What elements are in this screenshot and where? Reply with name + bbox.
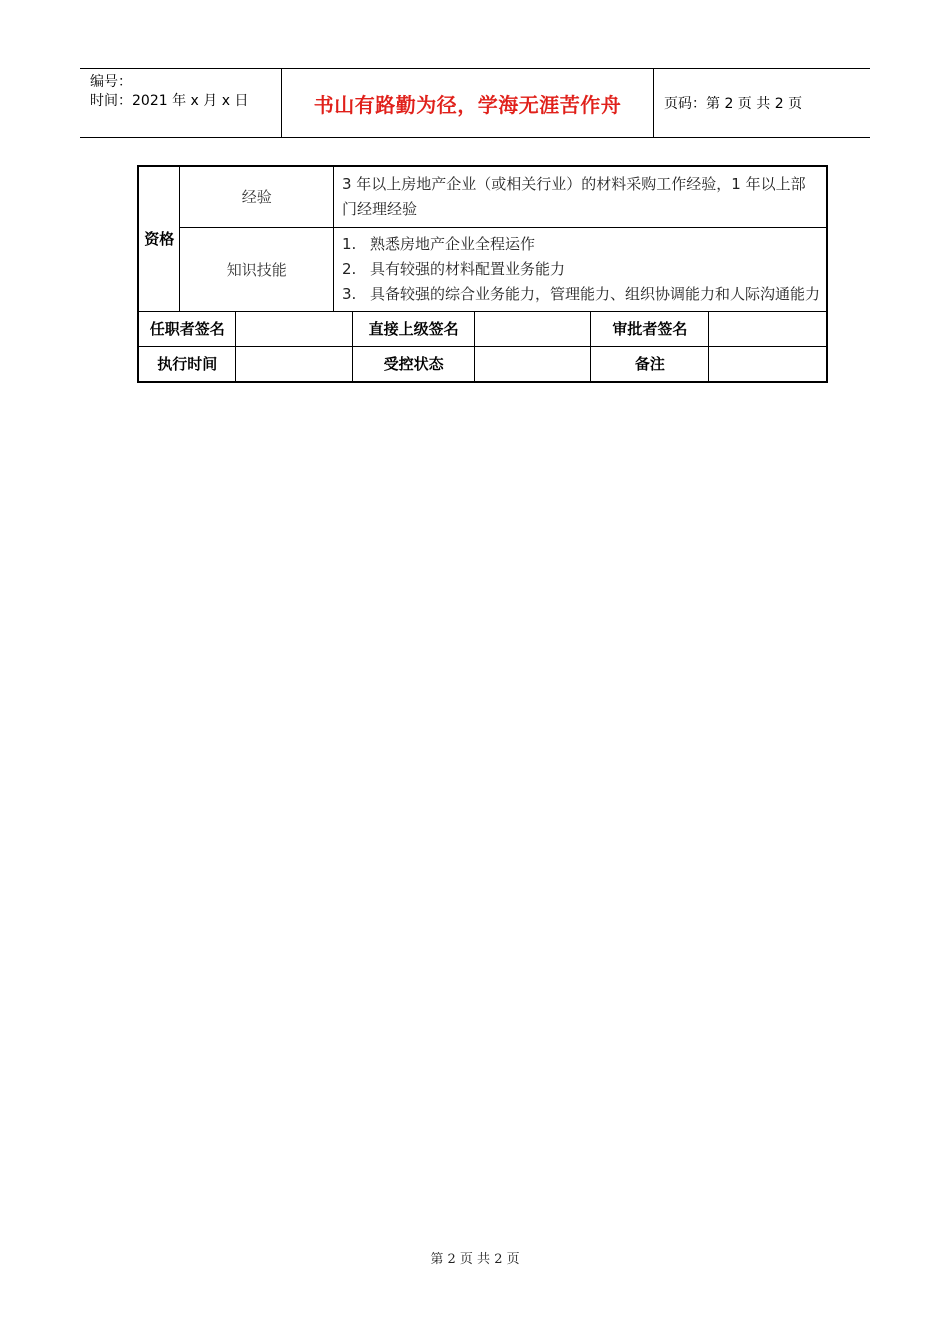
skills-list [342,232,820,307]
incumbent-signature-field[interactable] [236,311,353,346]
list-item [342,282,820,307]
header-motto: 书山有路勤为径，学海无涯苦作舟 [281,69,654,137]
list-item-text: 具备较强的综合业务能力，管理能力、组织协调能力和人际沟通能力 [369,284,820,303]
control-status-label: 受控状态 [353,346,475,382]
list-item-text: 熟悉房地产企业全程运作 [369,234,535,253]
remarks-field[interactable] [709,346,827,382]
remarks-label: 备注 [591,346,709,382]
qualification-table [137,165,828,383]
list-item [342,257,820,282]
execution-time-label: 执行时间 [138,346,236,382]
list-item-number: 3. [341,284,357,303]
table-row [138,227,827,311]
incumbent-signature-label: 任职者签名 [138,311,236,346]
experience-text: 3 年以上房地产企业（或相关行业）的材料采购工作经验，1 年以上部门经理经验 [333,166,827,227]
list-item-text: 具有较强的材料配置业务能力 [369,259,565,278]
control-status-field[interactable] [475,346,591,382]
table-row [138,346,827,382]
header-meta [80,69,281,137]
doc-date-label: 时间：2021 年 x 月 x 日 [90,93,249,109]
page-footer: 第 2 页 共 2 页 [430,1252,520,1267]
page-header [80,68,870,138]
table-row [138,166,827,227]
section-label-qualification: 资格 [138,166,180,311]
header-page-label: 页码：第 2 页 共 2 页 [664,96,803,112]
skills-label: 知识技能 [180,227,333,311]
experience-label: 经验 [180,166,333,227]
skills-list-cell [333,227,827,311]
execution-time-field[interactable] [236,346,353,382]
doc-number-label: 编号： [90,74,132,90]
list-item [342,232,820,257]
supervisor-signature-field[interactable] [475,311,591,346]
table-row [138,311,827,346]
approver-signature-field[interactable] [709,311,827,346]
approver-signature-label: 审批者签名 [591,311,709,346]
list-item-number: 2. [341,259,357,278]
supervisor-signature-label: 直接上级签名 [353,311,475,346]
list-item-number: 1. [341,234,357,253]
